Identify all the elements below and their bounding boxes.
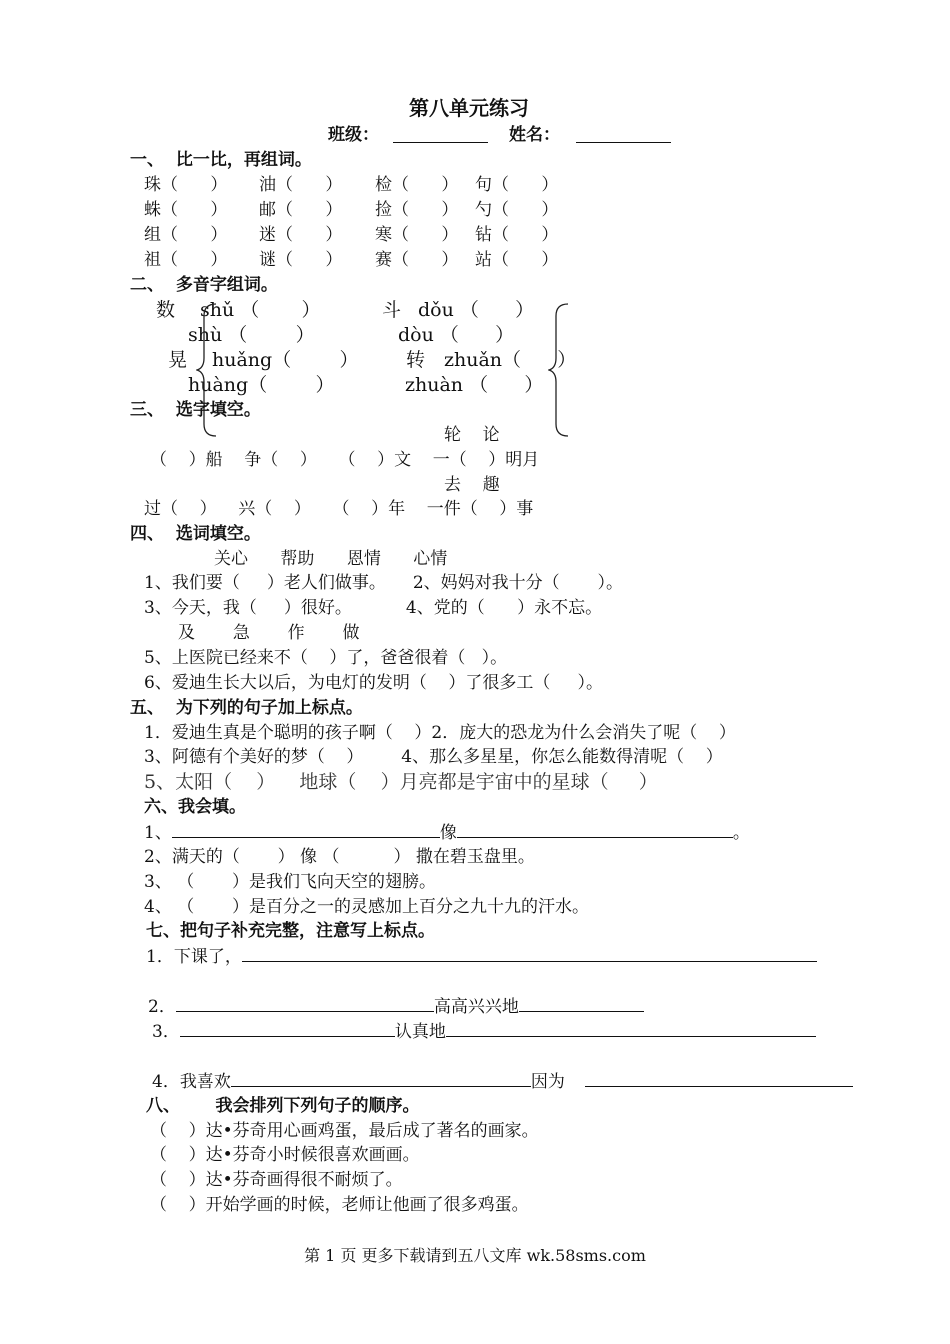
s1-cell: 勺（ ） [475, 200, 559, 220]
pinyin-shu1: shǔ （ ） [200, 299, 321, 321]
s7-l2-mid: 高高兴兴地 [433, 997, 519, 1017]
s7-l1-blank[interactable] [242, 946, 817, 962]
pinyin-huang2: huàng（ ） [188, 374, 335, 396]
pinyin-dou2: dòu （ ） [398, 324, 515, 346]
s3-row-2: 过（ ） 兴（ ） （ ）年 一件（ ）事 [144, 499, 534, 519]
s4-q6: 6、爱迪生长大以后，为电灯的发明（ ）了很多工（ ）。 [144, 673, 603, 693]
s7-line-2 [148, 996, 644, 1017]
s7-l3-mid: 认真地 [394, 1022, 446, 1042]
s8-item: （ ）开始学画的时候，老师让他画了很多鸡蛋。 [150, 1195, 529, 1215]
s4-words-1: 关心 帮助 恩情 心情 [214, 549, 448, 569]
s5-line-1: 1．爱迪生真是个聪明的孩子啊（ ）2．庞大的恐龙为什么会消失了呢（ ） [144, 723, 736, 743]
pinyin-zhuan1: zhuǎn（ ） [444, 349, 577, 371]
name-blank[interactable] [576, 142, 671, 143]
s7-line-1 [146, 946, 817, 967]
s6-line-3: 3、 （ ）是我们飞向天空的翅膀。 [144, 872, 437, 892]
s1-cell: 寒（ ） [375, 225, 459, 245]
s1-cell: 祖（ ） [144, 250, 228, 270]
pinyin-shu2: shù （ ） [188, 324, 315, 346]
char-huang: 晃 [168, 349, 188, 371]
s1-cell: 蛛（ ） [144, 200, 228, 220]
s4-q1-q2: 1、我们要（ ）老人们做事。 2、妈妈对我十分（ ）。 [144, 573, 623, 593]
name-label: 姓名： [509, 125, 560, 145]
class-label: 班级： [328, 125, 379, 145]
s7-l4-mid: 因为 [530, 1072, 565, 1092]
s1-cell: 谜（ ） [259, 250, 343, 270]
s7-line-3 [152, 1021, 816, 1042]
s6-line-4: 4、 （ ）是百分之一的灵感加上百分之九十九的汗水。 [144, 897, 590, 917]
s6-l1-blank-2[interactable] [457, 822, 733, 838]
s7-l3-blank-1[interactable] [180, 1021, 395, 1037]
page-title: 第八单元练习 [409, 96, 529, 120]
s7-l1-text: 1．下课了， [146, 947, 242, 967]
s6-l1-blank-1[interactable] [172, 822, 440, 838]
s7-l4-prefix: 4．我喜欢 [152, 1072, 231, 1092]
s4-words-2: 及 急 作 做 [178, 623, 360, 643]
s1-cell: 钻（ ） [475, 225, 559, 245]
section-8-heading: 八、 我会排列下列句子的顺序。 [146, 1096, 420, 1116]
s3-choices-2: 去 趣 [444, 475, 500, 495]
s1-cell: 赛（ ） [375, 250, 459, 270]
s6-l1-prefix: 1、 [144, 823, 172, 843]
s1-cell: 组（ ） [144, 225, 228, 245]
class-blank[interactable] [393, 142, 488, 143]
s6-line-2: 2、满天的（ ） 像 （ ） 撒在碧玉盘里。 [144, 847, 535, 867]
s7-l3-blank-2[interactable] [446, 1021, 816, 1037]
s4-q3-q4: 3、今天，我（ ）很好。 4、党的（ ）永不忘。 [144, 598, 603, 618]
s1-cell: 站（ ） [475, 250, 559, 270]
s5-line-2: 3、阿德有个美好的梦（ ） 4、那么多星星，你怎么能数得清呢（ ） [144, 747, 723, 767]
pinyin-dou1: dǒu （ ） [418, 299, 535, 321]
s7-l2-prefix: 2． [148, 997, 176, 1017]
s6-l1-end: 。 [732, 823, 750, 843]
right-brace-icon [548, 302, 572, 438]
s8-item: （ ）达•芬奇画得很不耐烦了。 [150, 1170, 403, 1190]
pinyin-zhuan2: zhuàn （ ） [405, 374, 544, 396]
s1-cell: 邮（ ） [259, 200, 343, 220]
s4-q5: 5、上医院已经来不（ ）了，爸爸很着（ ）。 [144, 648, 508, 668]
s1-cell: 检（ ） [375, 175, 459, 195]
char-shu: 数 [156, 299, 176, 321]
section-6-heading: 六、我会填。 [144, 797, 246, 817]
s7-l4-blank-2[interactable] [585, 1071, 853, 1087]
char-zhuan: 转 [406, 349, 426, 371]
s6-l1-mid: 像 [439, 823, 457, 843]
section-5-heading: 五、 为下列的句子加上标点。 [130, 698, 363, 718]
section-1-heading: 一、 比一比，再组词。 [130, 150, 312, 170]
section-2-heading: 二、 多音字组词。 [130, 275, 278, 295]
char-dou: 斗 [382, 299, 402, 321]
s3-row-1: （ ）船 争（ ） （ ）文 一（ ）明月 [150, 450, 540, 470]
s5-line-3: 5、太阳（ ） 地球（ ）月亮都是宇宙中的星球（ ） [144, 771, 658, 793]
s7-l2-blank-2[interactable] [519, 996, 644, 1012]
section-7-heading: 七、把句子补充完整，注意写上标点。 [146, 921, 435, 941]
s8-item: （ ）达•芬奇用心画鸡蛋，最后成了著名的画家。 [150, 1121, 539, 1141]
s7-l3-prefix: 3． [152, 1022, 180, 1042]
page-footer: 第 1 页 更多下载请到五八文库 wk.58sms.com [304, 1246, 646, 1265]
s1-cell: 句（ ） [475, 175, 559, 195]
pinyin-huang1: huǎng（ ） [212, 349, 359, 371]
s1-cell: 迷（ ） [259, 225, 343, 245]
section-4-heading: 四、 选词填空。 [130, 524, 261, 544]
section-3-heading: 三、 选字填空。 [130, 400, 261, 420]
s7-l4-blank-1[interactable] [231, 1071, 531, 1087]
s3-choices-1: 轮 论 [444, 425, 500, 445]
s1-cell: 珠（ ） [144, 175, 228, 195]
s7-line-4 [152, 1071, 853, 1092]
s8-item: （ ）达•芬奇小时候很喜欢画画。 [150, 1145, 420, 1165]
s6-line-1 [144, 822, 750, 843]
s1-cell: 捡（ ） [375, 200, 459, 220]
s1-cell: 油（ ） [259, 175, 343, 195]
s7-l2-blank-1[interactable] [176, 996, 434, 1012]
